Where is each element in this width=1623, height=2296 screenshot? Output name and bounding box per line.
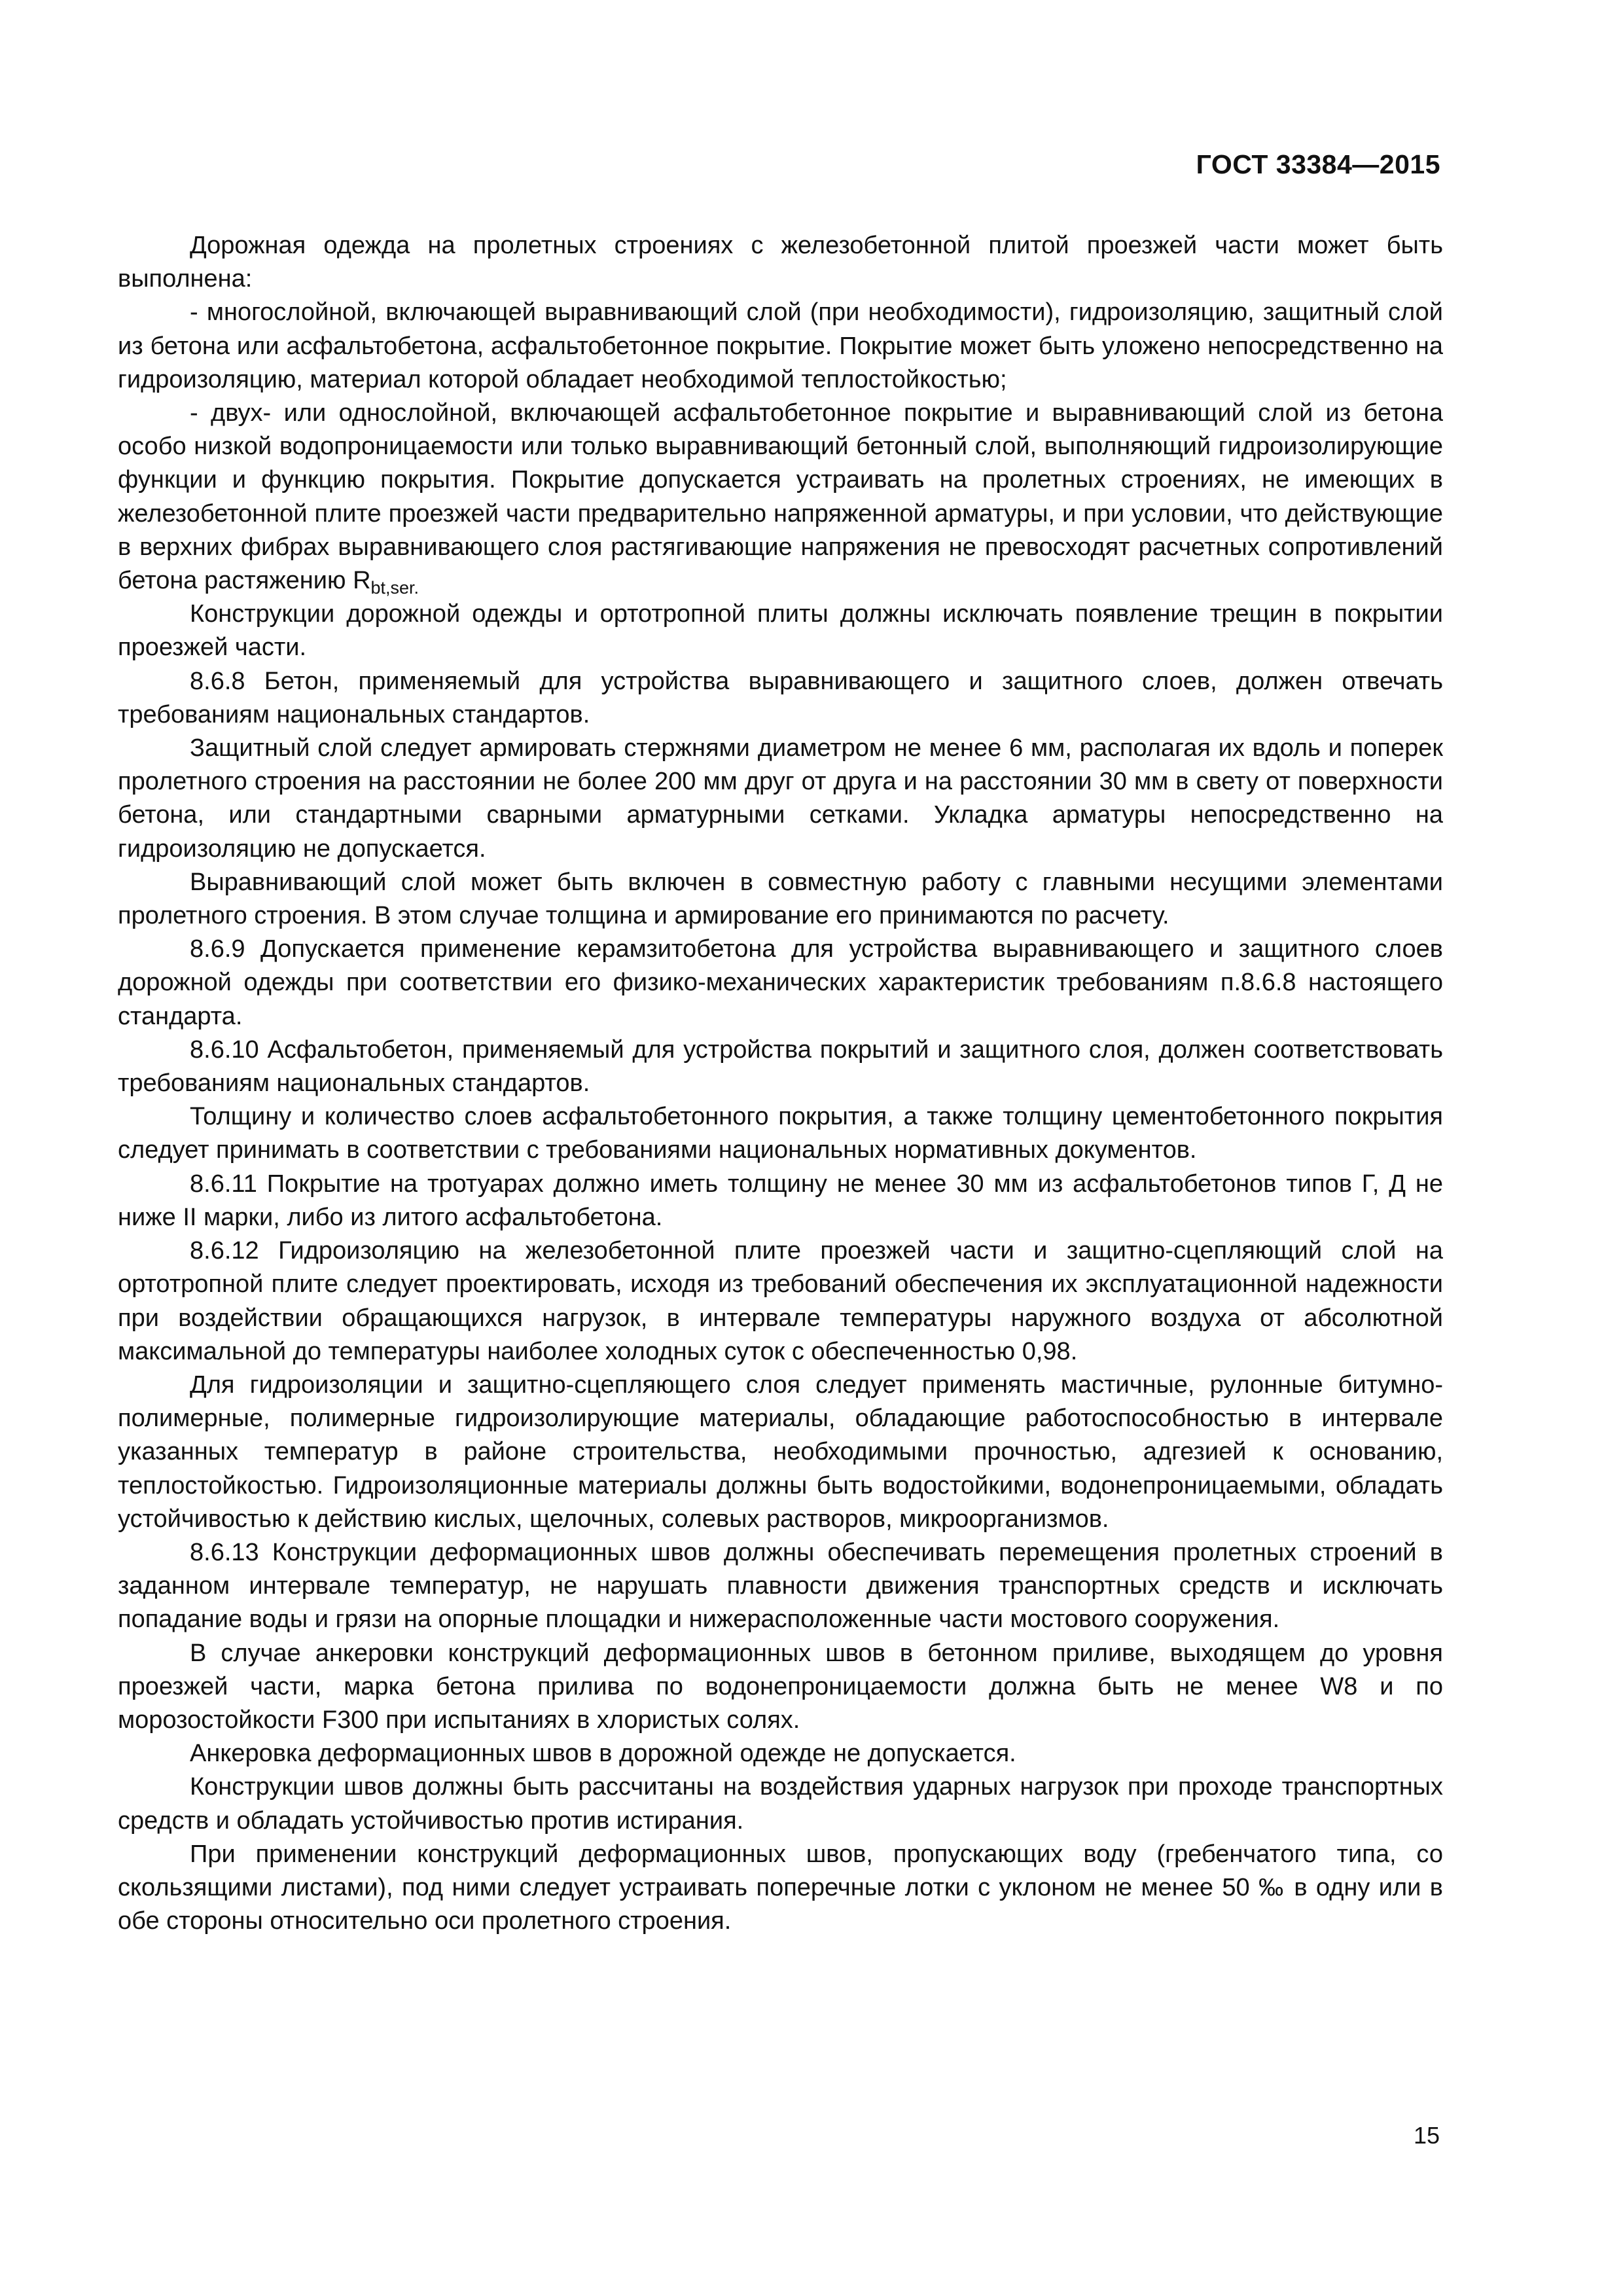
list-item-single-layer-text: - двух- или однослойной, включающей асфальтобетонное покрытие и выравнивающий слой из бетона особо низкой водопроницаемости или только выравнивающий бетонный слой, выполняющий гидроизолирующие функции и функцию покрытия. Покрытие допускается устраивать на пролетных строениях, не имеющих в железобетонной плите проезжей части предварительно напряженной арматуры, и при условии, что действующие в верхних фибрах выравнивающего слоя растягивающие напряжения не превосходят расчетных сопротивлений бетона растяжению R [118,399,1443,595]
page-number: 15 [1413,2122,1440,2149]
paragraph-anchoring-concrete: В случае анкеровки конструкций деформационных швов в бетонном приливе, выходящем до уровня проезжей части, марка бетона прилива по водонепроницаемости должна быть не менее W8 и по морозостойкости F300 при испытаниях в хлористых солях. [118,1639,1443,1734]
document-code: ГОСТ 33384—2015 [1196,149,1440,179]
paragraph-anchoring-prohibited: Анкеровка деформационных швов в дорожной одежде не допускается. [190,1740,1016,1768]
paragraph-intro: Дорожная одежда на пролетных строениях с железобетонной плитой проезжей части может быть выполнена: [118,232,1443,293]
clause-8-6-11: 8.6.11 Покрытие на тротуарах должно иметь толщину не менее 30 мм из асфальтобетонов типов Г, Д не ниже II марки, либо из литого асфальтобетона. [118,1170,1443,1231]
paragraph-cracks: Конструкции дорожной одежды и ортотропной плиты должны исключать появление трещин в покрытии проезжей части. [118,600,1443,662]
clause-8-6-8: 8.6.8 Бетон, применяемый для устройства выравнивающего и защитного слоев, должен отвечать требованиям национальных стандартов. [118,667,1443,728]
paragraph-leveling-layer: Выравнивающий слой может быть включен в совместную работу с главными несущими элементами пролетного строения. В этом случае толщина и армирование его принимаются по расчету. [118,868,1443,930]
list-item-single-layer [118,397,1443,598]
paragraph-reinforcement: Защитный слой следует армировать стержнями диаметром не менее 6 мм, располагая их вдоль и поперек пролетного строения на расстоянии не более 200 мм друг от друга и на расстоянии 30 мм в свету от поверхности бетона, или стандартными сварными арматурными сетками. Укладка арматуры непосредственно на гидроизоляцию не допускается. [118,734,1443,863]
paragraph-impact-loads: Конструкции швов должны быть рассчитаны на воздействия ударных нагрузок при проходе транспортных средств и обладать устойчивостью против истирания. [118,1773,1443,1835]
clause-8-6-9: 8.6.9 Допускается применение керамзитобетона для устройства выравнивающего и защитного слоев дорожной одежды при соответствии его физико-механических характеристик требованиям п.8.6.8 настоящего стандарта. [118,935,1443,1030]
resistance-subscript: bt,ser. [370,578,419,598]
paragraph-waterproofing-materials: Для гидроизоляции и защитно-сцепляющего слоя следует применять мастичные, рулонные битумно-полимерные, полимерные гидроизолирующие материалы, обладающие работоспособностью в интервале указанных температур в районе строительства, необходимыми прочностью, адгезией к основанию, теплостойкостью. Гидроизоляционные материалы должны быть водостойкими, водонепроницаемыми, обладать устойчивостью к действию кислых, щелочных, солевых растворов, микроорганизмов. [118,1371,1443,1533]
document-body [118,229,1443,1938]
clause-8-6-10: 8.6.10 Асфальтобетон, применяемый для устройства покрытий и защитного слоя, должен соответствовать требованиям национальных стандартов. [118,1035,1443,1098]
list-item-multilayer: - многослойной, включающей выравнивающий слой (при необходимости), гидроизоляцию, защитный слой из бетона или асфальтобетона, асфальтобетонное покрытие. Покрытие может быть уложено непосредственно на гидроизоляцию, материал которой обладает необходимой теплостойкостью; [118,298,1443,393]
clause-8-6-13: 8.6.13 Конструкции деформационных швов должны обеспечивать перемещения пролетных строений в заданном интервале температур, не нарушать плавности движения транспортных средств и исключать попадание воды и грязи на опорные площадки и нижерасположенные части мостового сооружения. [118,1538,1443,1634]
paragraph-drainage-trays: При применении конструкций деформационных швов, пропускающих воду (гребенчатого типа, со скользящими листами), под ними следует устраивать поперечные лотки с уклоном не менее 50 ‰ в одну или в обе стороны относительно оси пролетного строения. [118,1840,1443,1935]
clause-8-6-12: 8.6.12 Гидроизоляцию на железобетонной плите проезжей части и защитно-сцепляющий слой на ортотропной плите следует проектировать, исходя из требований обеспечения их эксплуатационной надежности при воздействии обращающихся нагрузок, в интервале температуры наружного воздуха от абсолютной максимальной до температуры наиболее холодных суток с обеспеченностью 0,98. [118,1237,1443,1365]
paragraph-asphalt-thickness: Толщину и количество слоев асфальтобетонного покрытия, а также толщину цементобетонного покрытия следует принимать в соответствии с требованиями национальных нормативных документов. [118,1103,1443,1164]
